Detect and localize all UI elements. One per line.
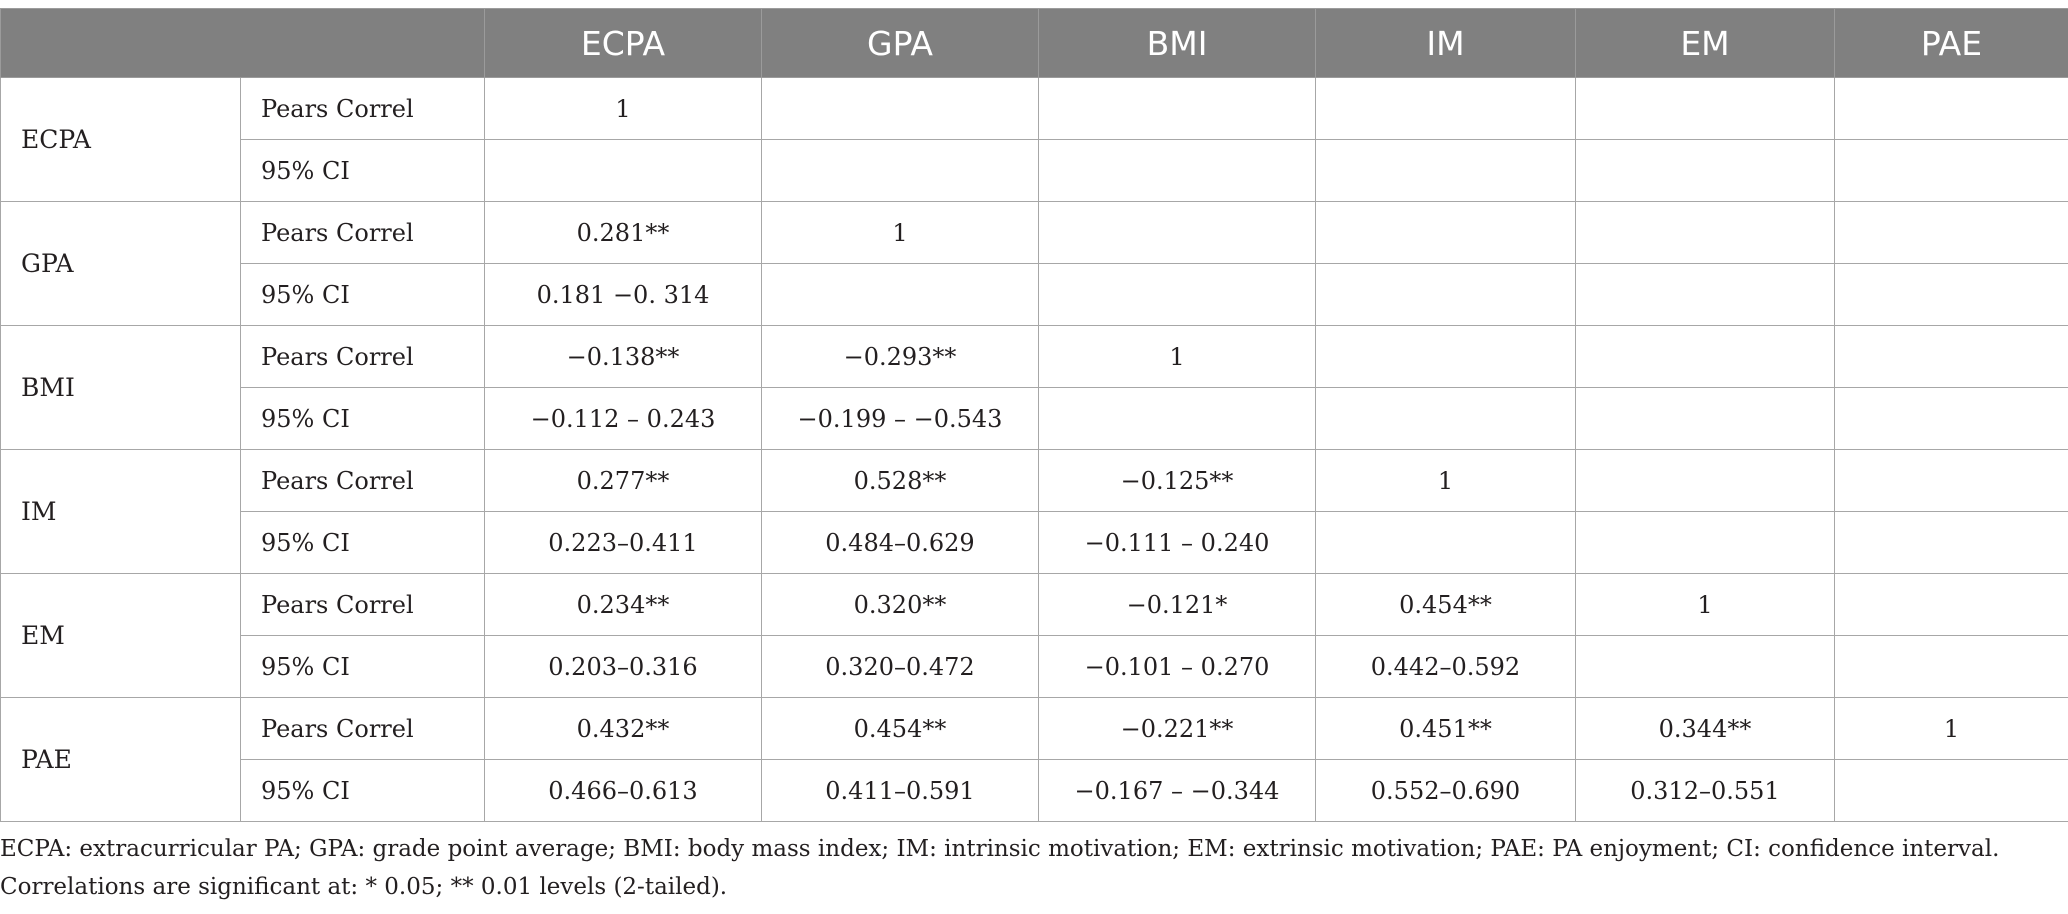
ci-cell-bmi-ecpa: −0.112 – 0.243	[485, 388, 762, 450]
pearson-cell-em-ecpa: 0.234**	[485, 574, 762, 636]
column-header-gpa: GPA	[762, 9, 1039, 78]
ci-cell-gpa-im	[1316, 264, 1576, 326]
pearson-cell-em-bmi: −0.121*	[1039, 574, 1316, 636]
ci-cell-em-pae	[1835, 636, 2068, 698]
ci-cell-gpa-pae	[1835, 264, 2068, 326]
pearson-cell-em-im: 0.454**	[1316, 574, 1576, 636]
abbreviations-note: ECPA: extracurricular PA; GPA: grade point average; BMI: body mass index; IM: intrinsic motivation; EM: extrinsic motivation; PAE: PA enjoyment; CI: confidence interval.	[0, 836, 2000, 862]
pearson-cell-im-im: 1	[1316, 450, 1576, 512]
pearson-cell-bmi-gpa: −0.293**	[762, 326, 1039, 388]
ci-cell-pae-em: 0.312–0.551	[1576, 760, 1835, 822]
table-row-im-pearson	[1, 450, 2068, 512]
table-row-gpa-ci	[1, 264, 2068, 326]
ci-cell-gpa-gpa	[762, 264, 1039, 326]
ci-cell-im-pae	[1835, 512, 2068, 574]
ci-label: 95% CI	[241, 512, 485, 574]
column-header-ecpa: ECPA	[485, 9, 762, 78]
row-variable-ecpa: ECPA	[1, 78, 241, 202]
table-row-bmi-ci	[1, 388, 2068, 450]
ci-cell-ecpa-ecpa	[485, 140, 762, 202]
ci-cell-bmi-pae	[1835, 388, 2068, 450]
table-row-em-ci	[1, 636, 2068, 698]
table-footnotes	[0, 830, 2068, 906]
correlation-table-container	[0, 8, 2068, 822]
row-variable-bmi: BMI	[1, 326, 241, 450]
ci-cell-pae-gpa: 0.411–0.591	[762, 760, 1039, 822]
pearson-cell-ecpa-gpa	[762, 78, 1039, 140]
ci-label: 95% CI	[241, 388, 485, 450]
ci-cell-ecpa-bmi	[1039, 140, 1316, 202]
ci-cell-im-em	[1576, 512, 1835, 574]
ci-cell-em-ecpa: 0.203–0.316	[485, 636, 762, 698]
pearson-cell-im-em	[1576, 450, 1835, 512]
table-row-ecpa-pearson	[1, 78, 2068, 140]
pearson-cell-gpa-gpa: 1	[762, 202, 1039, 264]
ci-cell-im-ecpa: 0.223–0.411	[485, 512, 762, 574]
pearson-cell-ecpa-pae	[1835, 78, 2068, 140]
table-body	[1, 78, 2068, 822]
table-row-im-ci	[1, 512, 2068, 574]
ci-label: 95% CI	[241, 636, 485, 698]
ci-cell-im-im	[1316, 512, 1576, 574]
ci-cell-pae-ecpa: 0.466–0.613	[485, 760, 762, 822]
column-header-pae: PAE	[1835, 9, 2068, 78]
ci-cell-ecpa-im	[1316, 140, 1576, 202]
ci-cell-gpa-ecpa: 0.181 −0. 314	[485, 264, 762, 326]
header-row	[1, 9, 2068, 78]
ci-cell-gpa-bmi	[1039, 264, 1316, 326]
pearson-cell-em-em: 1	[1576, 574, 1835, 636]
pearson-cell-pae-bmi: −0.221**	[1039, 698, 1316, 760]
table-row-em-pearson	[1, 574, 2068, 636]
ci-cell-pae-bmi: −0.167 – −0.344	[1039, 760, 1316, 822]
ci-label: 95% CI	[241, 140, 485, 202]
pearson-cell-im-bmi: −0.125**	[1039, 450, 1316, 512]
pearson-cell-im-gpa: 0.528**	[762, 450, 1039, 512]
pearson-cell-em-pae	[1835, 574, 2068, 636]
pearson-cell-gpa-em	[1576, 202, 1835, 264]
pearson-label: Pears Correl	[241, 450, 485, 512]
row-variable-pae: PAE	[1, 698, 241, 822]
pearson-cell-em-gpa: 0.320**	[762, 574, 1039, 636]
ci-cell-im-bmi: −0.111 – 0.240	[1039, 512, 1316, 574]
ci-label: 95% CI	[241, 760, 485, 822]
pearson-cell-ecpa-em	[1576, 78, 1835, 140]
pearson-cell-im-ecpa: 0.277**	[485, 450, 762, 512]
ci-cell-bmi-im	[1316, 388, 1576, 450]
pearson-cell-gpa-pae	[1835, 202, 2068, 264]
pearson-cell-bmi-bmi: 1	[1039, 326, 1316, 388]
ci-cell-ecpa-em	[1576, 140, 1835, 202]
pearson-label: Pears Correl	[241, 698, 485, 760]
ci-label: 95% CI	[241, 264, 485, 326]
table-row-bmi-pearson	[1, 326, 2068, 388]
column-header-im: IM	[1316, 9, 1576, 78]
pearson-label: Pears Correl	[241, 202, 485, 264]
row-variable-gpa: GPA	[1, 202, 241, 326]
ci-cell-im-gpa: 0.484–0.629	[762, 512, 1039, 574]
table-row-pae-pearson	[1, 698, 2068, 760]
pearson-label: Pears Correl	[241, 574, 485, 636]
row-variable-em: EM	[1, 574, 241, 698]
pearson-cell-gpa-im	[1316, 202, 1576, 264]
pearson-label: Pears Correl	[241, 326, 485, 388]
row-variable-im: IM	[1, 450, 241, 574]
pearson-cell-gpa-bmi	[1039, 202, 1316, 264]
pearson-cell-bmi-pae	[1835, 326, 2068, 388]
pearson-cell-bmi-em	[1576, 326, 1835, 388]
column-header-bmi: BMI	[1039, 9, 1316, 78]
ci-cell-ecpa-gpa	[762, 140, 1039, 202]
pearson-cell-gpa-ecpa: 0.281**	[485, 202, 762, 264]
ci-cell-pae-pae	[1835, 760, 2068, 822]
ci-cell-bmi-bmi	[1039, 388, 1316, 450]
significance-note: Correlations are significant at: * 0.05; ** 0.01 levels (2-tailed).	[0, 874, 728, 900]
table-row-pae-ci	[1, 760, 2068, 822]
pearson-cell-pae-ecpa: 0.432**	[485, 698, 762, 760]
ci-cell-gpa-em	[1576, 264, 1835, 326]
table-row-ecpa-ci	[1, 140, 2068, 202]
ci-cell-em-im: 0.442–0.592	[1316, 636, 1576, 698]
ci-cell-em-bmi: −0.101 – 0.270	[1039, 636, 1316, 698]
ci-cell-bmi-em	[1576, 388, 1835, 450]
pearson-cell-pae-gpa: 0.454**	[762, 698, 1039, 760]
ci-cell-pae-im: 0.552–0.690	[1316, 760, 1576, 822]
header-corner	[1, 9, 485, 78]
correlation-table	[0, 8, 2068, 822]
pearson-label: Pears Correl	[241, 78, 485, 140]
ci-cell-ecpa-pae	[1835, 140, 2068, 202]
pearson-cell-ecpa-bmi	[1039, 78, 1316, 140]
table-row-gpa-pearson	[1, 202, 2068, 264]
ci-cell-bmi-gpa: −0.199 – −0.543	[762, 388, 1039, 450]
pearson-cell-bmi-ecpa: −0.138**	[485, 326, 762, 388]
pearson-cell-bmi-im	[1316, 326, 1576, 388]
pearson-cell-im-pae	[1835, 450, 2068, 512]
ci-cell-em-gpa: 0.320–0.472	[762, 636, 1039, 698]
pearson-cell-pae-pae: 1	[1835, 698, 2068, 760]
pearson-cell-ecpa-im	[1316, 78, 1576, 140]
pearson-cell-ecpa-ecpa: 1	[485, 78, 762, 140]
ci-cell-em-em	[1576, 636, 1835, 698]
column-header-em: EM	[1576, 9, 1835, 78]
pearson-cell-pae-im: 0.451**	[1316, 698, 1576, 760]
pearson-cell-pae-em: 0.344**	[1576, 698, 1835, 760]
